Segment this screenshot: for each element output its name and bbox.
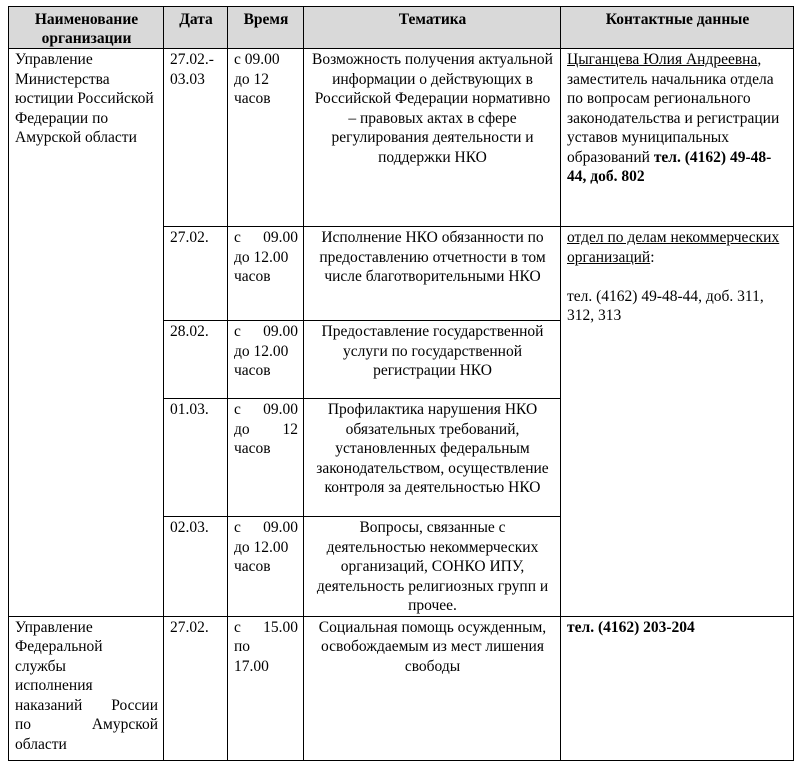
date-cell: 02.03.	[164, 517, 228, 617]
contact-phone: тел. (4162) 49-48-44, доб. 802	[567, 148, 772, 185]
time-cell	[228, 399, 304, 517]
org-name-word: по	[15, 716, 32, 733]
blank-line	[567, 267, 788, 287]
date-cell: 01.03.	[164, 399, 228, 517]
time-cell	[228, 227, 304, 321]
time-rest: до 12.00 часов	[234, 538, 289, 575]
time-from-label: с	[234, 229, 241, 246]
date-cell: 28.02.	[164, 321, 228, 399]
table-row	[9, 616, 794, 760]
time-cell	[228, 321, 304, 399]
date-cell: 27.02.	[164, 616, 228, 760]
time-from-value: 09.00	[263, 323, 298, 340]
topic-cell: Предоставление государственной услуги по государственной регистрации НКО	[304, 321, 561, 399]
time-from-label: с	[234, 401, 241, 418]
topic-cell: Вопросы, связанные с деятельностью некоммерческих организаций, СОНКО ИПУ, деятельность религиозных групп и прочее.	[304, 517, 561, 617]
org-name-word: наказаний	[15, 696, 83, 714]
org-name-line: области	[15, 735, 67, 753]
topic-cell: Социальная помощь осужденным, освобождаемым из мест лишения свободы	[304, 616, 561, 760]
contact-phone: тел. (4162) 203-204	[561, 616, 794, 760]
time-rest: по 17.00	[234, 638, 269, 675]
time-rest: часов	[234, 440, 271, 457]
time-from-label: с	[234, 519, 241, 536]
header-topic: Тематика	[304, 7, 561, 49]
time-rest: до 12.00 часов	[234, 342, 289, 379]
time-from-value: 09.00	[263, 401, 298, 418]
contact-dept: отдел по делам некоммерческих организаций	[567, 229, 780, 266]
date-cell: 27.02.- 03.03	[164, 49, 228, 227]
topic-cell: Профилактика нарушения НКО обязательных требований, установленных федеральным законодательством, осуществление контроля за деятельностью НКО	[304, 399, 561, 517]
org-name-line: Федеральной	[15, 638, 103, 655]
time-from-value: 15.00	[263, 618, 298, 636]
time-from-label: с	[234, 323, 241, 340]
contact-cell	[561, 49, 794, 227]
org-name-line: исполнения	[15, 677, 93, 694]
org-name-line: Управление	[15, 618, 93, 636]
org-name-line: службы	[15, 657, 66, 675]
org-name-word: Амурской	[91, 716, 158, 733]
contact-position: , заместитель начальника отдела по вопросам регионального законодательства и регистрации уставов муниципальных образований	[567, 51, 780, 166]
header-org: Наименование организации	[9, 7, 164, 49]
topic-cell: Возможность получения актуальной информации о действующих в Российской Федерации нормативно – правовых актах в сфере регулирования деятельности и поддержки НКО	[304, 49, 561, 227]
time-to-value: 12	[282, 420, 298, 438]
org-name: Управление Министерства юстиции Российской Федерации по Амурской области	[9, 49, 164, 617]
events-table	[8, 6, 794, 761]
time-cell	[228, 517, 304, 617]
header-row	[9, 7, 794, 49]
contact-cell	[561, 227, 794, 617]
time-rest: до 12.00 часов	[234, 248, 289, 285]
header-time: Время	[228, 7, 304, 49]
time-from-value: 09.00	[263, 519, 298, 536]
header-contact: Контактные данные	[561, 7, 794, 49]
time-from-label: с	[234, 618, 241, 636]
time-from-value: 09.00	[263, 229, 298, 246]
contact-phone: тел. (4162) 49-48-44, доб. 311, 312, 313	[567, 287, 764, 324]
contact-dept-colon: :	[650, 248, 655, 266]
header-date: Дата	[164, 7, 228, 49]
table-row	[9, 49, 794, 227]
org-name-word: России	[111, 696, 158, 714]
org-name	[9, 616, 164, 760]
date-cell: 27.02.	[164, 227, 228, 321]
time-cell	[228, 616, 304, 760]
time-to-label: до	[234, 420, 250, 438]
topic-cell: Исполнение НКО обязанности по предоставлению отчетности в том числе благотворительными НКО	[304, 227, 561, 321]
time-cell: с 09.00 до 12 часов	[228, 49, 304, 227]
contact-person: Цыганцева Юлия Андреевна	[567, 51, 758, 68]
